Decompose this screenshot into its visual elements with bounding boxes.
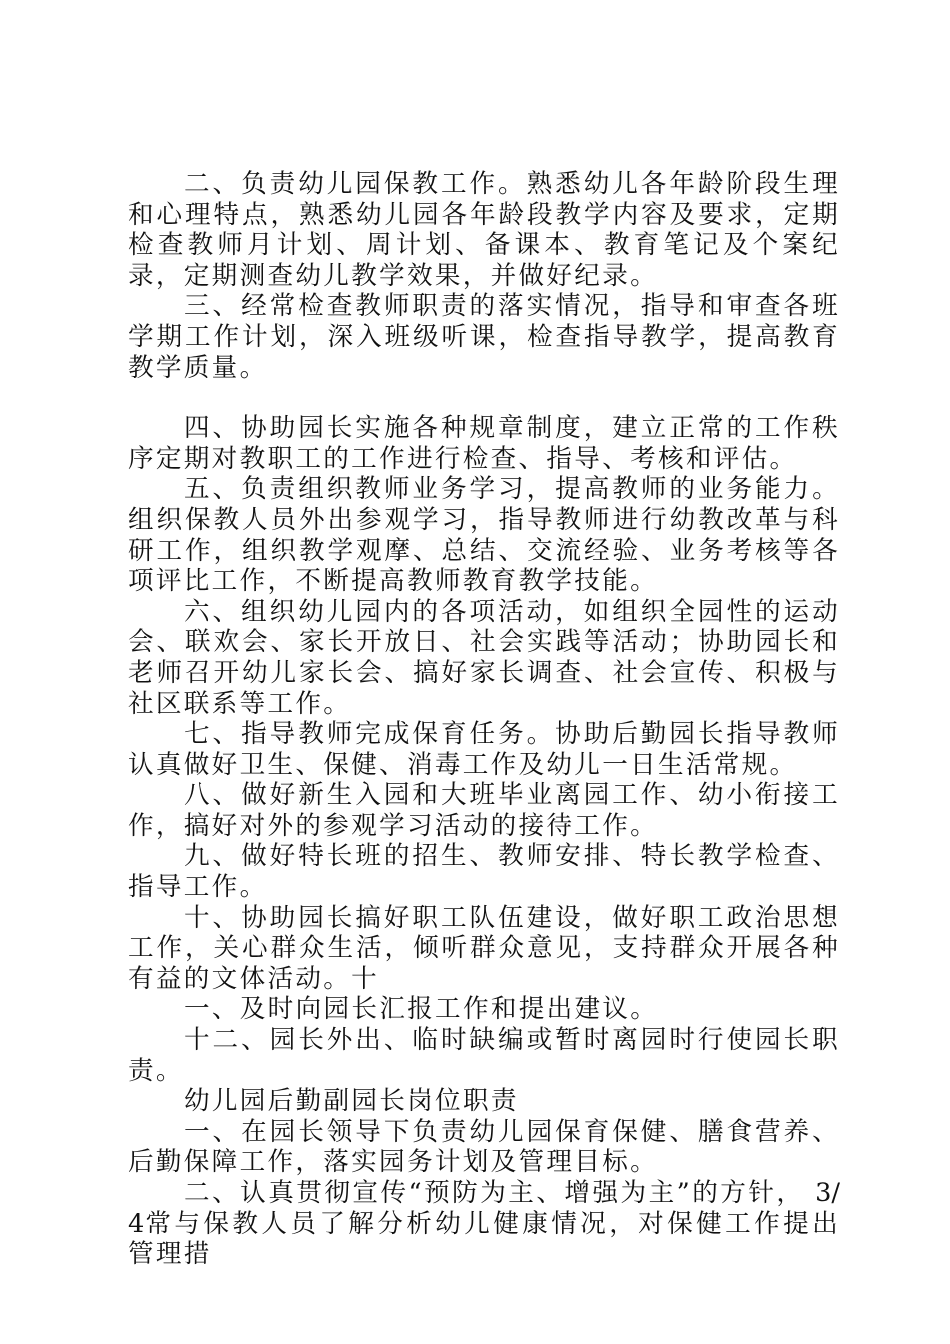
- page-number: 3/4: [128, 1178, 840, 1239]
- paragraph-3: 三、经常检查教师职责的落实情况，指导和审查各班学期工作计划，深入班级听课，检查指导教学，提高教育教学质量。: [128, 291, 840, 383]
- logistics-paragraph-2-start: 二、认真贯彻宣传“预防为主、增强为主”的方针，: [184, 1178, 805, 1208]
- paragraph-2: 二、负责幼儿园保教工作。熟悉幼儿各年龄阶段生理和心理特点，熟悉幼儿园各年龄段教学内容及要求，定期检查教师月计划、周计划、备课本、教育笔记及个案纪录，定期测查幼儿教学效果，并做好纪录。: [128, 169, 840, 291]
- paragraph-7: 七、指导教师完成保育任务。协助后勤园长指导教师认真做好卫生、保健、消毒工作及幼儿一日生活常规。: [128, 719, 840, 780]
- paragraph-10: 十、协助园长搞好职工队伍建设，做好职工政治思想工作，关心群众生活，倾听群众意见，支持群众开展各种有益的文体活动。十: [128, 902, 840, 994]
- logistics-paragraph-2: [128, 1178, 840, 1270]
- logistics-paragraph-2-continued: 常与保教人员了解分析幼儿健康情况，对保健工作提出管理措: [128, 1208, 840, 1270]
- paragraph-12: 十二、园长外出、临时缺编或暂时离园时行使园长职责。: [128, 1025, 840, 1086]
- logistics-paragraph-1: 一、在园长领导下负责幼儿园保育保健、膳食营养、后勤保障工作，落实园务计划及管理目标。: [128, 1116, 840, 1178]
- paragraph-11: 一、及时向园长汇报工作和提出建议。: [184, 994, 659, 1025]
- paragraph-5: 五、负责组织教师业务学习，提高教师的业务能力。组织保教人员外出参观学习，指导教师进行幼教改革与科研工作，组织教学观摩、总结、交流经验、业务考核等各项评比工作，不断提高教师教育教学技能。: [128, 474, 840, 597]
- paragraph-8: 八、做好新生入园和大班毕业离园工作、幼小衔接工作，搞好对外的参观学习活动的接待工作。: [128, 780, 840, 841]
- document-body: [128, 169, 840, 1270]
- paragraph-9: 九、做好特长班的招生、教师安排、特长教学检查、指导工作。: [128, 841, 840, 903]
- section-heading: 幼儿园后勤副园长岗位职责: [184, 1086, 519, 1117]
- paragraph-4: 四、协助园长实施各种规章制度，建立正常的工作秩序定期对教职工的工作进行检查、指导、考核和评估。: [128, 413, 840, 474]
- paragraph-6: 六、组织幼儿园内的各项活动，如组织全园性的运动会、联欢会、家长开放日、社会实践等活动；协助园长和老师召开幼儿家长会、搞好家长调查、社会宣传、积极与社区联系等工作。: [128, 596, 840, 719]
